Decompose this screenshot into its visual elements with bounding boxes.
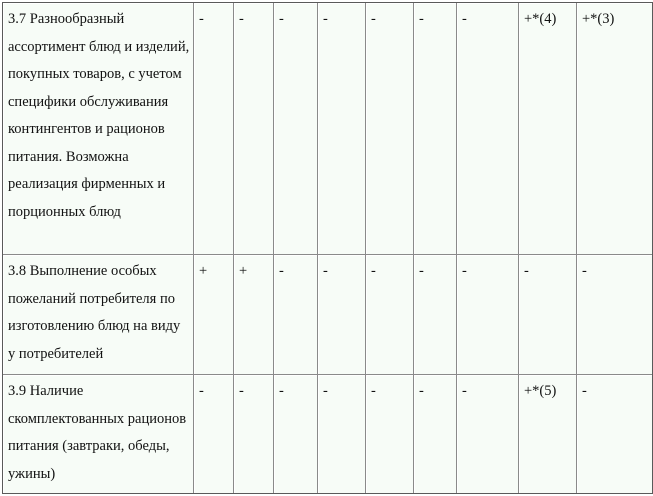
table-cell: -: [414, 375, 457, 493]
table-cell: -: [318, 3, 366, 255]
description-text: 3.8 Выполнение особых пожеланий потребителя по изготовлению блюд на виду у потребителей: [8, 263, 181, 362]
table-cell: -: [194, 375, 234, 493]
requirements-table: [2, 2, 653, 494]
table-cell: -: [519, 255, 577, 375]
table-cell: -: [366, 255, 414, 375]
table-cell: -: [577, 255, 652, 375]
table-cell: -: [457, 375, 519, 493]
table-cell: -: [274, 255, 318, 375]
table-cell: -: [318, 375, 366, 493]
table-cell: -: [274, 375, 318, 493]
row-description: [3, 375, 194, 493]
table-cell: -: [234, 3, 274, 255]
table-cell: -: [457, 255, 519, 375]
table-cell: -: [234, 375, 274, 493]
description-text: 3.7 Разнообразный ассортимент блюд и изделий, покупных товаров, с учетом специфики обслуживания контингентов и рационов питания. Возможна реализация фирменных и порционных блюд: [8, 11, 190, 220]
table-cell: +*(4): [519, 3, 577, 255]
table-cell: -: [414, 3, 457, 255]
table-cell: -: [274, 3, 318, 255]
table-cell: -: [318, 255, 366, 375]
table-cell: -: [194, 3, 234, 255]
table-cell: -: [366, 375, 414, 493]
description-text: 3.9 Наличие скомплектованных рационов питания (завтраки, обеды, ужины): [8, 383, 187, 482]
table-cell: -: [414, 255, 457, 375]
row-description: [3, 3, 194, 255]
table-cell: +*(3): [577, 3, 652, 255]
table-cell: -: [366, 3, 414, 255]
table-cell: -: [577, 375, 652, 493]
table-cell: -: [457, 3, 519, 255]
table-row: [3, 375, 652, 493]
table-cell: +: [234, 255, 274, 375]
table-cell: +: [194, 255, 234, 375]
row-description: [3, 255, 194, 375]
table-row: [3, 3, 652, 255]
table-row: [3, 255, 652, 375]
table-cell: +*(5): [519, 375, 577, 493]
